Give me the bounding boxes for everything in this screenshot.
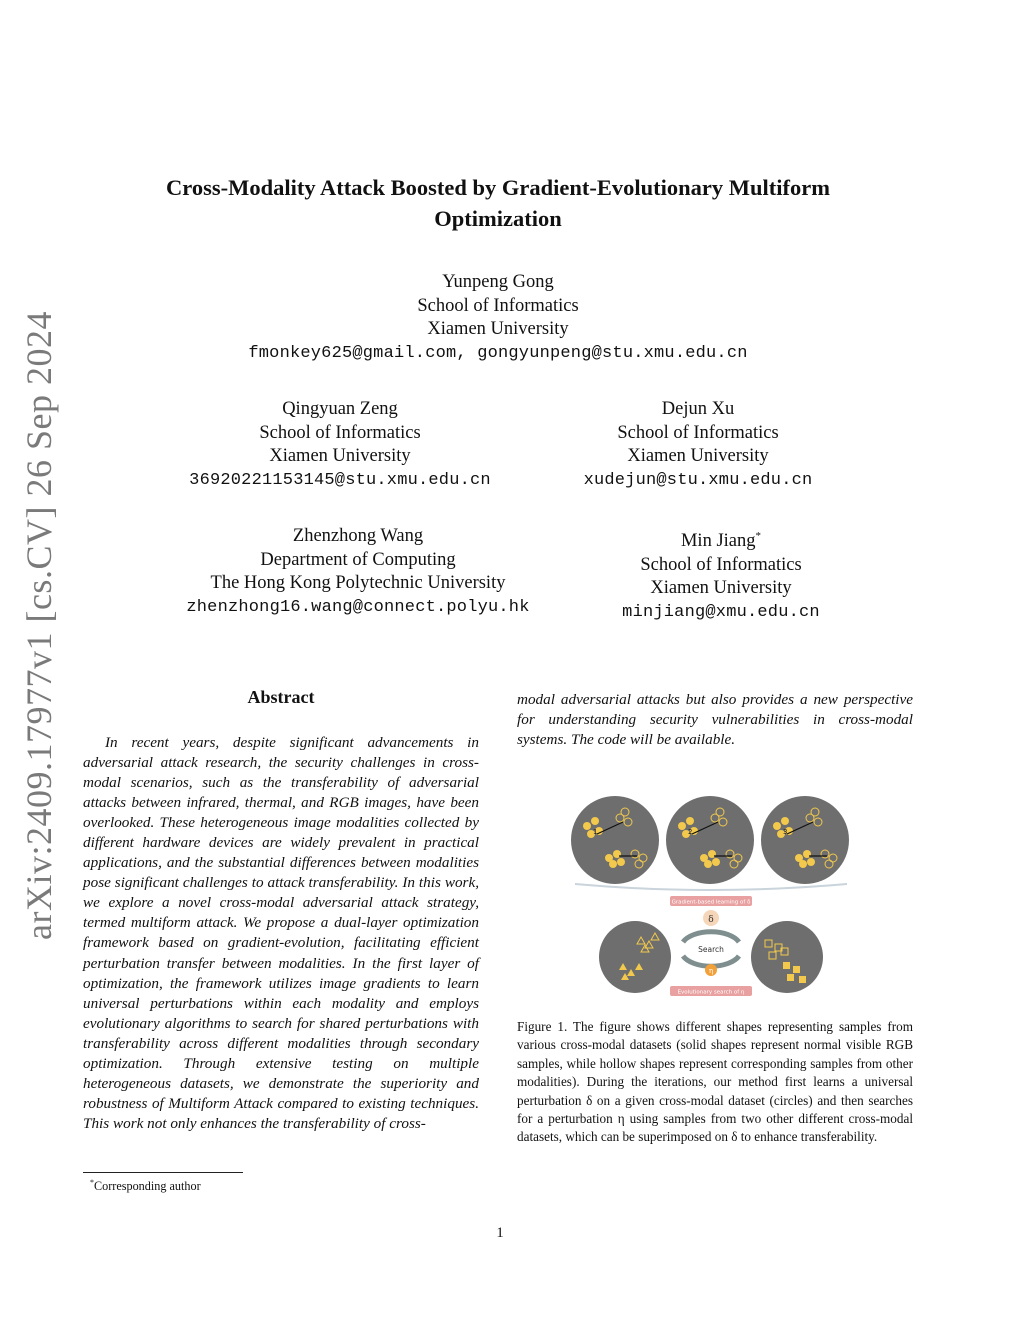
author-affiliation: Xiamen University xyxy=(427,319,569,339)
search-label: Search xyxy=(698,945,724,954)
author-affiliation: Xiamen University xyxy=(627,446,769,466)
footnote-rule xyxy=(83,1172,243,1173)
dataset-disc-triangles xyxy=(599,921,671,993)
author-block-5 xyxy=(586,525,856,624)
author-affiliation: Xiamen University xyxy=(269,446,411,466)
circle-digit: 3 xyxy=(783,828,788,836)
gradient-label: Gradient-based learning of δ xyxy=(671,899,751,906)
author-email: 36920221153145@stu.xmu.edu.cn xyxy=(189,470,491,490)
disc-group-top xyxy=(571,796,849,884)
author-name: Yunpeng Gong xyxy=(442,272,554,292)
circle-digit: 2 xyxy=(688,828,693,836)
evolutionary-label: Evolutionary search of η xyxy=(677,989,745,996)
author-affiliation: School of Informatics xyxy=(417,295,579,316)
author-block-4 xyxy=(140,525,576,619)
figure-caption: Figure 1. The figure shows different shapes representing samples from various cross-modal datasets (solid shapes represent normal visible RGB samples, while hollow shapes represent corresponding samples from other modalities). During the iterations, our method first learns a universal perturbation δ on a given cross-modal dataset (circles) and then searches for a perturbation η using samples from two other different cross-modal datasets, which can be superimposed on δ to enhance transferability. xyxy=(517,1019,913,1145)
footnote-text: Corresponding author xyxy=(94,1179,201,1194)
title-line-1: Cross-Modality Attack Boosted by Gradient-Evolutionary Multiform xyxy=(166,175,830,200)
author-affiliation: School of Informatics xyxy=(259,422,421,443)
author-block-3 xyxy=(548,398,848,492)
dataset-disc xyxy=(666,796,754,884)
bracket-curve xyxy=(575,884,847,890)
author-block-2 xyxy=(140,398,540,492)
author-affiliation: School of Informatics xyxy=(617,422,779,443)
author-email: fmonkey625@gmail.com, gongyunpeng@stu.xmu.edu.cn xyxy=(248,343,748,363)
abstract-heading: Abstract xyxy=(247,687,315,707)
paper-title xyxy=(120,172,876,234)
dataset-disc-squares xyxy=(751,921,823,993)
author-affiliation: The Hong Kong Polytechnic University xyxy=(210,573,506,593)
circle-digit: 1 xyxy=(593,828,598,836)
author-name: Dejun Xu xyxy=(661,399,735,419)
author-affiliation: Department of Computing xyxy=(260,549,456,570)
dataset-disc xyxy=(761,796,849,884)
author-affiliation: School of Informatics xyxy=(640,554,802,575)
author-name: Qingyuan Zeng xyxy=(282,399,398,419)
author-name: Min Jiang* xyxy=(680,530,761,552)
author-email: minjiang@xmu.edu.cn xyxy=(622,602,820,622)
author-name: Zhenzhong Wang xyxy=(292,526,424,546)
author-email: zhenzhong16.wang@connect.polyu.hk xyxy=(186,597,530,617)
eta-symbol: η xyxy=(708,967,714,975)
corresponding-mark: * xyxy=(755,530,761,542)
author-affiliation: Xiamen University xyxy=(650,578,792,599)
author-block-1 xyxy=(150,271,846,365)
delta-symbol: δ xyxy=(708,915,714,925)
dataset-disc xyxy=(571,796,659,884)
title-line-2: Optimization xyxy=(434,206,562,231)
footnote-mark: * xyxy=(90,1178,94,1187)
search-arc-top xyxy=(683,932,739,942)
footnote xyxy=(90,1178,201,1194)
abstract-body: In recent years, despite significant advancements in adversarial attack research, the security challenges in cross-modal scenarios, such as the transferability of adversarial attacks between infrared, thermal, and RGB images, have been overlooked. These heterogeneous image modalities collected by different hardware devices are widely prevalent in practical applications, and the substantial differences between modalities pose significant challenges to attack transferability. In this work, we explore a novel cross-modal adversarial attack strategy, termed multiform attack. We propose a dual-layer optimization framework based on gradient-evolution, facilitating efficient perturbation transfer between modalities. In the first layer of optimization, the framework utilizes image gradients to learn universal perturbations within each modality and employs evolutionary algorithms to search for shared perturbations with transferability across different modalities through secondary optimization. Through extensive testing on multiple heterogeneous datasets, we demonstrate the superiority and robustness of Multiform Attack compared to existing techniques. This work not only enhances the transferability of cross- xyxy=(83,734,479,1132)
arxiv-identifier: arXiv:2409.17977v1 [cs.CV] 26 Sep 2024 xyxy=(19,311,59,940)
abstract-continuation: modal adversarial attacks but also provides a new perspective for understanding security vulnerabilities in cross-modal systems. The code will be available. xyxy=(517,691,913,749)
author-email: xudejun@stu.xmu.edu.cn xyxy=(583,470,813,490)
figure-1-diagram xyxy=(565,792,855,1002)
page-number: 1 xyxy=(496,1225,504,1241)
